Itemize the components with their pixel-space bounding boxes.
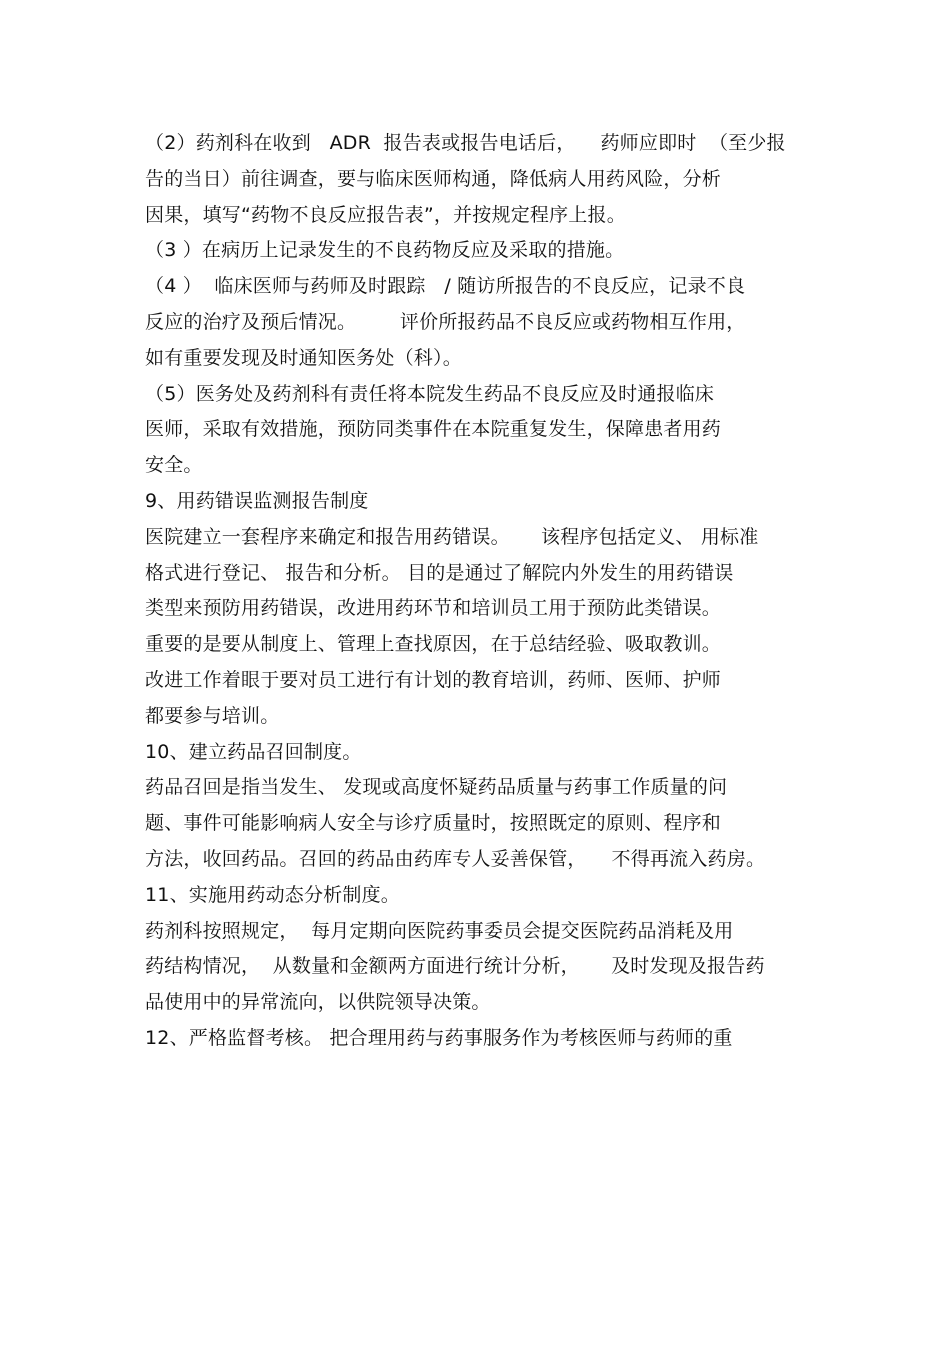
section-heading: 10、建立药品召回制度。: [145, 740, 362, 763]
text-line: （2）药剂科在收到 ADR 报告表或报告电话后， 药师应即时 （至少报: [145, 132, 786, 154]
text-line: 医师，采取有效措施，预防同类事件在本院重复发生，保障患者用药: [145, 418, 722, 441]
text-line: 重要的是要从制度上、管理上查找原因，在于总结经验、吸取教训。: [145, 633, 722, 656]
text-line: （4 ） 临床医师与药师及时跟踪 / 随访所报告的不良反应，记录不良: [145, 275, 746, 298]
section-heading: 9、用药错误监测报告制度: [145, 489, 369, 512]
section-heading: 11、实施用药动态分析制度。: [145, 883, 400, 906]
text-line: 品使用中的异常流向，以供院领导决策。: [145, 991, 491, 1014]
text-line: 都要参与培训。: [145, 704, 280, 727]
text-line: 因果，填写“药物不良反应报告表”，并按规定程序上报。: [145, 203, 626, 226]
text-line: 如有重要发现及时通知医务处（科）。: [145, 346, 462, 369]
text-line: 方法，收回药品。召回的药品由药库专人妥善保管， 不得再流入药房。: [145, 847, 766, 870]
text-line: 药品召回是指当发生、 发现或高度怀疑药品质量与药事工作质量的问: [145, 776, 728, 799]
text-line: 题、事件可能影响病人安全与诊疗质量时，按照既定的原则、程序和: [145, 812, 722, 835]
document-body: [145, 126, 825, 1057]
text-line: 反应的治疗及预后情况。 评价所报药品不良反应或药物相互作用，: [145, 310, 746, 333]
text-line: 药结构情况， 从数量和金额两方面进行统计分析， 及时发现及报告药: [145, 955, 765, 978]
text-line: 安全。: [145, 454, 203, 477]
text-line: 告的当日）前往调查，要与临床医师构通，降低病人用药风险，分析: [145, 167, 722, 190]
section-heading: 12、严格监督考核。 把合理用药与药事服务作为考核医师与药师的重: [145, 1026, 733, 1049]
text-line: 改进工作着眼于要对员工进行有计划的教育培训，药师、医师、护师: [145, 668, 722, 691]
text-line: （3 ）在病历上记录发生的不良药物反应及采取的措施。: [145, 239, 625, 262]
text-line: 类型来预防用药错误，改进用药环节和培训员工用于预防此类错误。: [145, 597, 722, 620]
text-line: 格式进行登记、 报告和分析。 目的是通过了解院内外发生的用药错误: [145, 561, 734, 584]
text-line: 药剂科按照规定， 每月定期向医院药事委员会提交医院药品消耗及用: [145, 919, 734, 942]
text-line: 医院建立一套程序来确定和报告用药错误。 该程序包括定义、 用标准: [145, 525, 759, 548]
text-line: （5）医务处及药剂科有责任将本院发生药品不良反应及时通报临床: [145, 382, 715, 405]
